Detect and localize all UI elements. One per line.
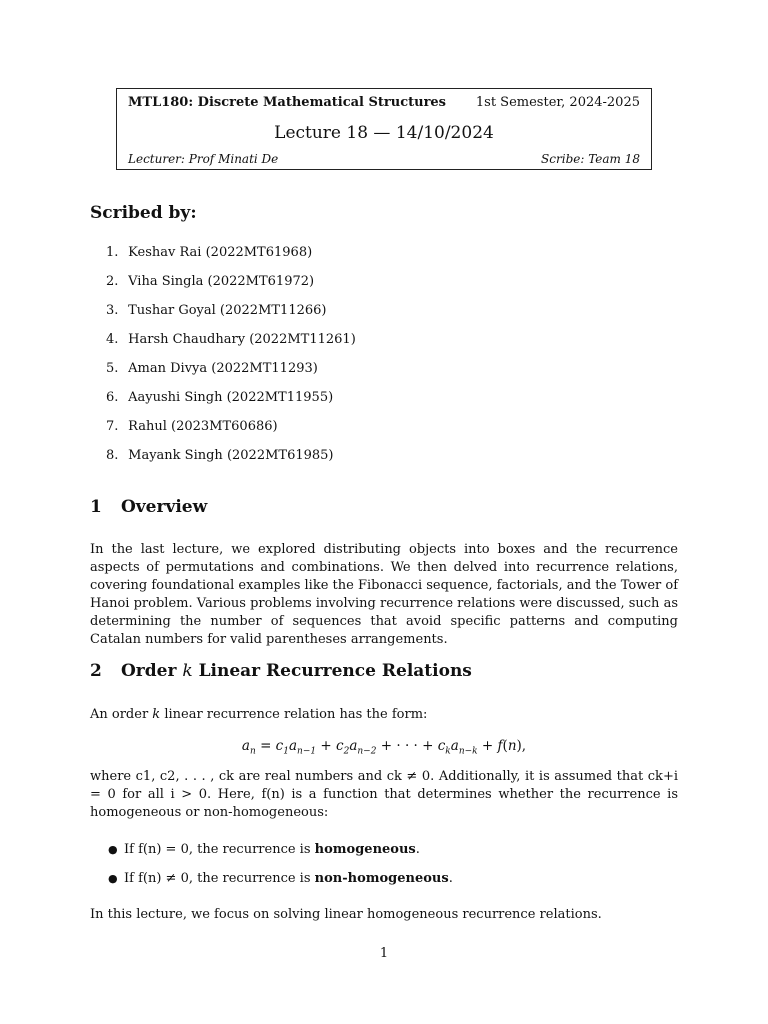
- list-item: 6. Aayushi Singh (2022MT11955): [106, 390, 334, 405]
- lecture-title: Lecture 18 — 14/10/2024: [274, 123, 494, 143]
- lecturer-name: Lecturer: Prof Minati De: [128, 152, 279, 166]
- list-item: 1. Keshav Rai (2022MT61968): [106, 245, 313, 260]
- list-item: 8. Mayank Singh (2022MT61985): [106, 448, 334, 463]
- section-heading-overview: [90, 497, 207, 517]
- recurrence-equation: $a_n = c_1a_{n-1} + c_2a_{n-2}$ + · · · + $c_ka_{n-k} + f(n)$,: [241, 738, 527, 757]
- section-title: Overview: [121, 497, 208, 517]
- section-number: 2: [90, 661, 102, 681]
- bullet-list: [108, 842, 453, 900]
- list-item: ● If f(n) ≠ 0, the recurrence is non-homogeneous.: [108, 871, 453, 886]
- closing-paragraph: In this lecture, we focus on solving linear homogeneous recurrence relations.: [90, 907, 602, 922]
- list-item: 3. Tushar Goyal (2022MT11266): [106, 303, 327, 318]
- lecture-header-box: [116, 88, 652, 170]
- section-number: 1: [90, 497, 102, 517]
- where-paragraph: where c1, c2, . . . , ck are real numbers and ck ≠ 0. Additionally, it is assumed that ck+i = 0 for all i > 0. Here, f(n) is a function that determines whether the recurrence is homogeneous or non-homogeneous:: [90, 769, 678, 820]
- overview-paragraph: In the last lecture, we explored distributing objects into boxes and the recurrence aspects of permutations and combinations. We then delved into recurrence relations, covering foundational examples like the Fibonacci sequence, factorials, and the Tower of Hanoi problem. Various problems involving recurrence relations were discussed, such as determining the number of sequences that avoid specific patterns and computing Catalan numbers for valid parentheses arrangements.: [90, 542, 679, 647]
- intro-paragraph: An order k linear recurrence relation has the form:: [90, 707, 428, 722]
- course-title: MTL180: Discrete Mathematical Structures: [128, 95, 447, 110]
- list-item: 2. Viha Singla (2022MT61972): [106, 274, 315, 289]
- list-item: 5. Aman Divya (2022MT11293): [106, 361, 318, 376]
- list-item: ● If f(n) = 0, the recurrence is homogeneous.: [108, 842, 420, 857]
- list-item: 4. Harsh Chaudhary (2022MT11261): [106, 332, 356, 347]
- page-number: 1: [379, 946, 389, 961]
- scribe-label: Scribe: Team 18: [541, 152, 640, 166]
- section-heading-recurrence: 2 Order k Linear Recurrence Relations: [90, 661, 472, 681]
- list-item: 7. Rahul (2023MT60686): [106, 419, 278, 434]
- scribed-by-heading: Scribed by:: [90, 203, 197, 223]
- scribe-list: [106, 245, 356, 477]
- semester-label: 1st Semester, 2024-2025: [475, 95, 640, 110]
